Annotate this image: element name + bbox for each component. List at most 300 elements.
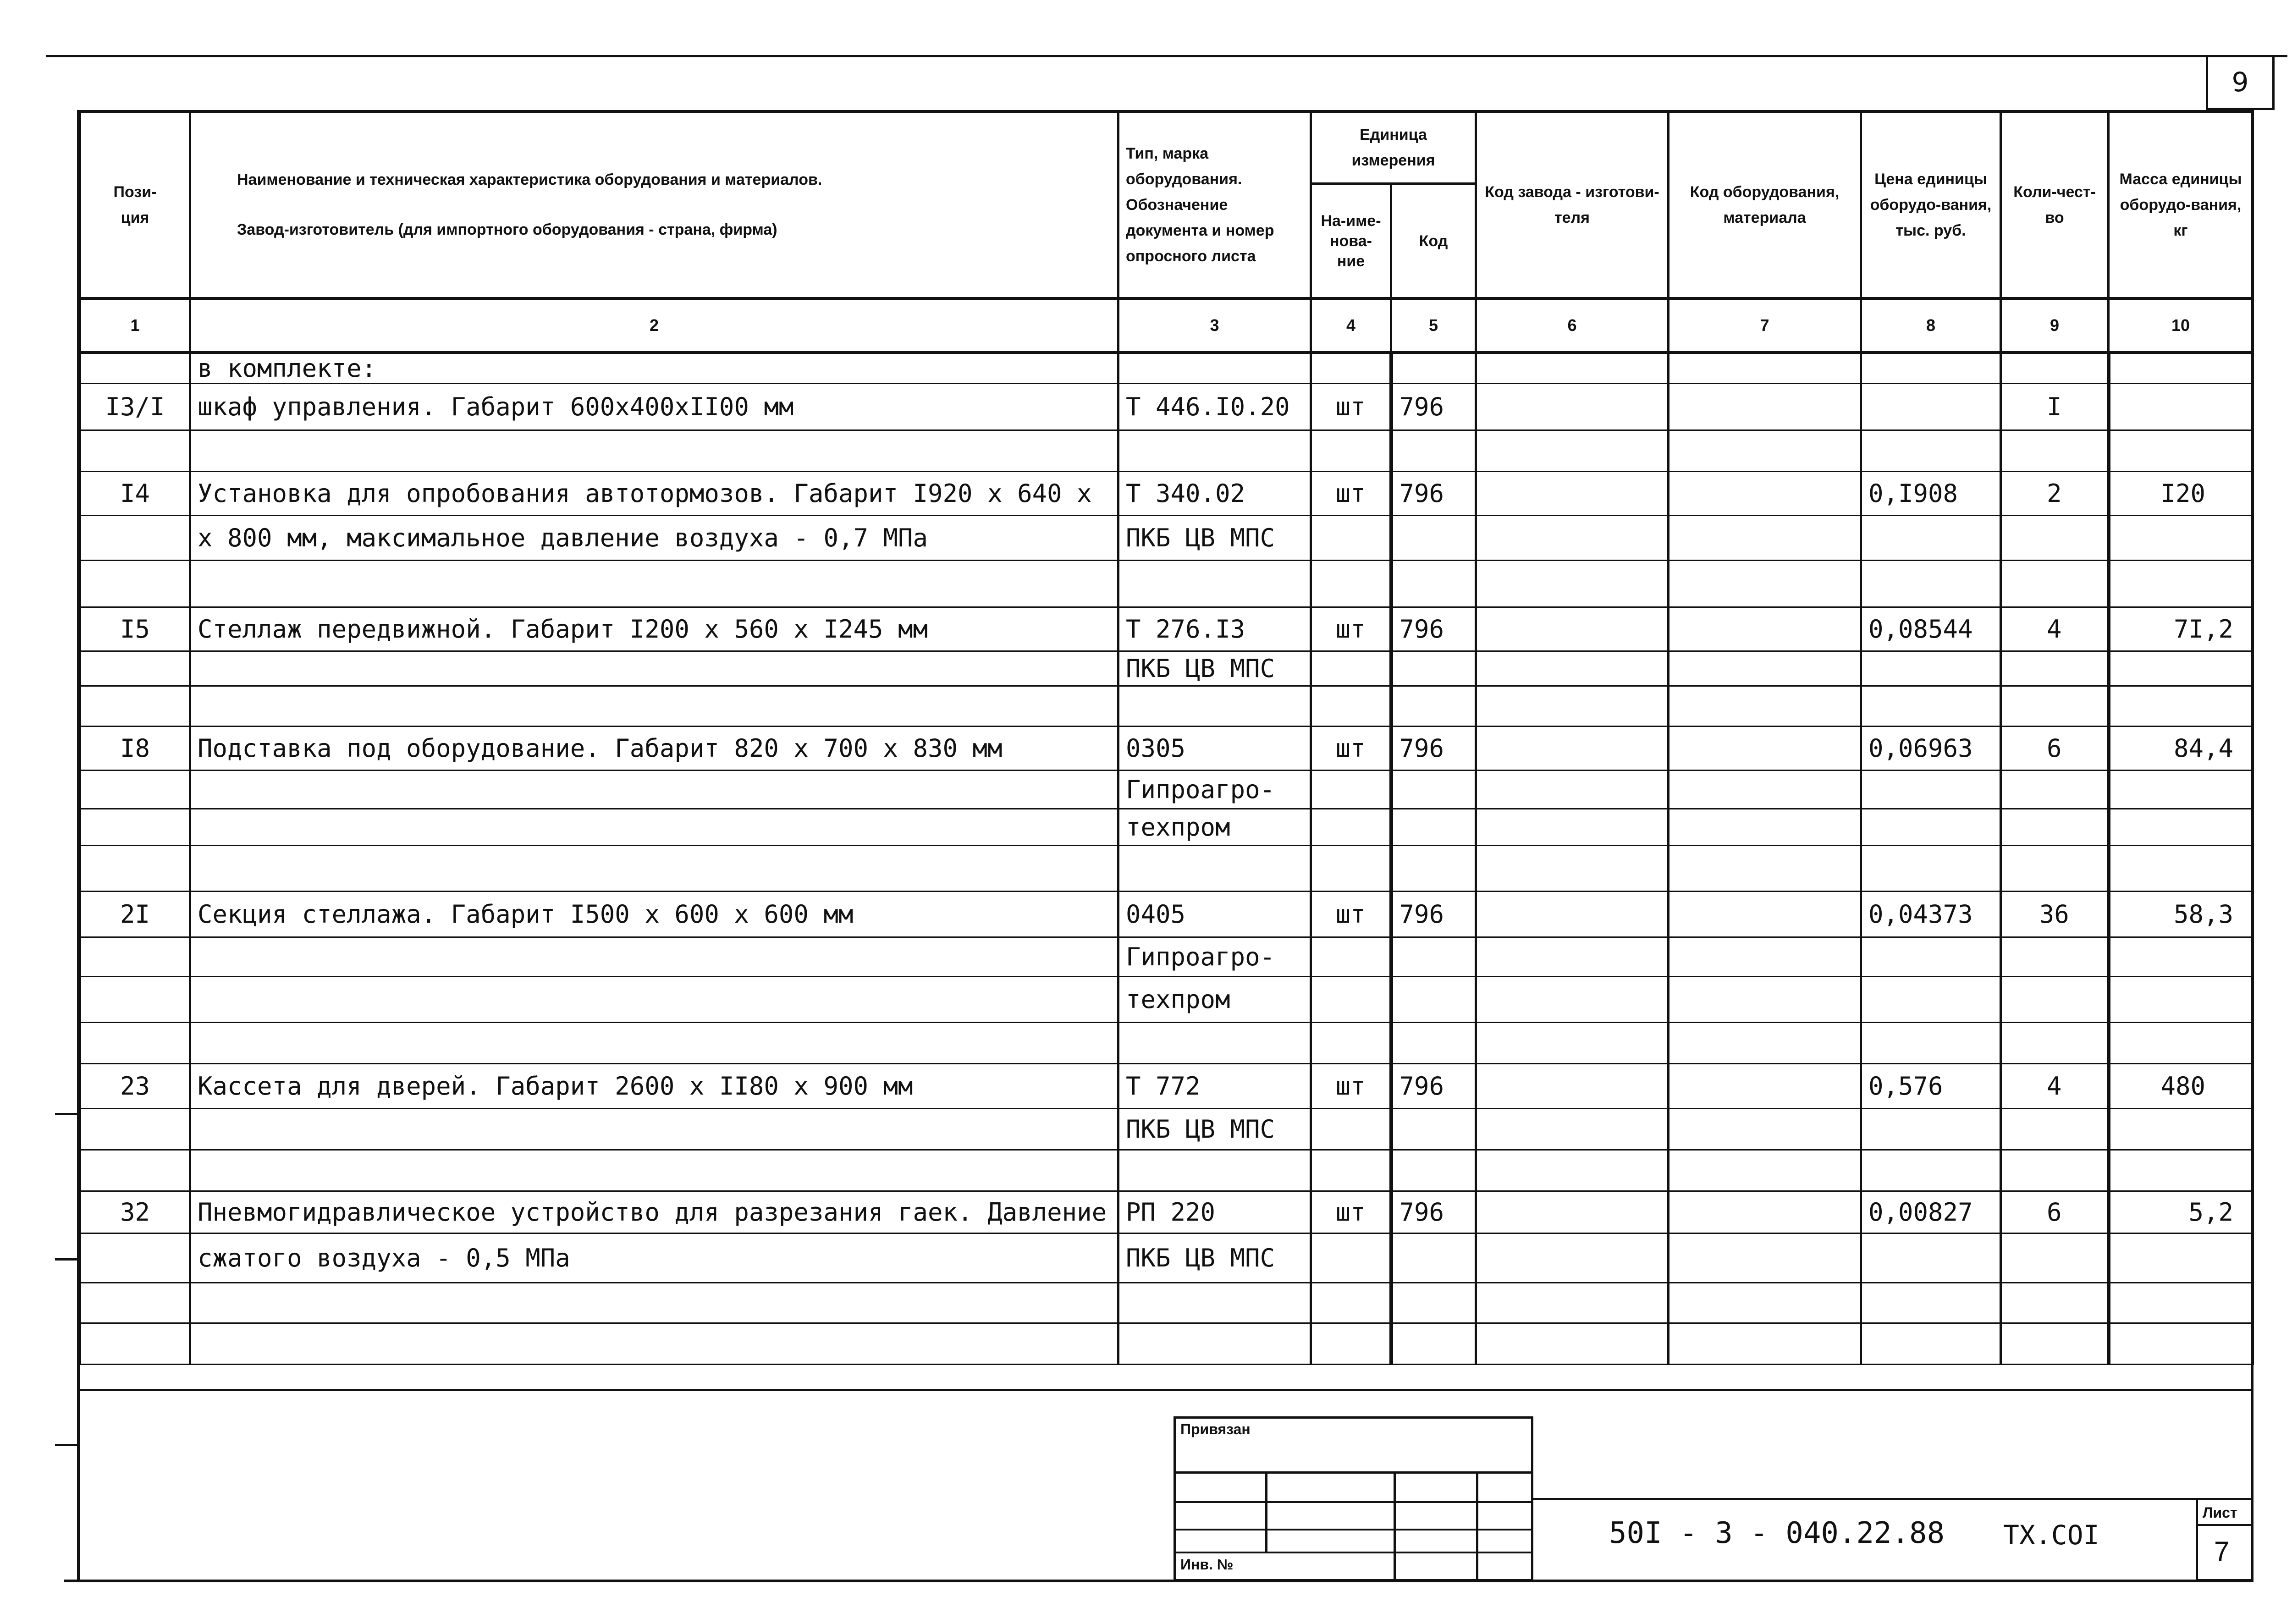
table-row [80, 892, 2253, 937]
row-type: Гипроагро- [1118, 937, 1311, 977]
row-item-code [1669, 1150, 1861, 1191]
row-mass [2109, 651, 2253, 686]
row-price [1861, 846, 2001, 892]
row-mass [2109, 384, 2253, 430]
top-rule [46, 55, 2287, 57]
row-unit-name [1311, 1283, 1391, 1323]
stamp-line [1394, 1471, 1396, 1580]
row-unit-name [1311, 686, 1391, 727]
row-price [1861, 430, 2001, 472]
row-quantity [2001, 516, 2109, 561]
row-unit-name [1311, 771, 1391, 809]
row-mass: 58,3 [2109, 892, 2253, 937]
row-factory-code [1476, 1191, 1669, 1233]
table-row [80, 1150, 2253, 1191]
row-price [1861, 651, 2001, 686]
row-type: РП 220 [1118, 1191, 1311, 1233]
row-mass [2109, 937, 2253, 977]
row-position: I4 [80, 472, 190, 516]
row-price [1861, 937, 2001, 977]
row-item-code [1669, 1191, 1861, 1233]
row-factory-code [1476, 686, 1669, 727]
row-mass [2109, 809, 2253, 846]
row-item-code [1669, 1233, 1861, 1283]
row-position: 32 [80, 1191, 190, 1233]
table-row [80, 1023, 2253, 1064]
row-item-code [1669, 892, 1861, 937]
top-sheet-number: 9 [2206, 56, 2275, 110]
row-mass [2109, 846, 2253, 892]
row-price [1861, 1233, 2001, 1283]
row-unit-name [1311, 561, 1391, 607]
row-quantity: I [2001, 384, 2109, 430]
row-quantity [2001, 846, 2109, 892]
row-quantity [2001, 651, 2109, 686]
row-item-code [1669, 1023, 1861, 1064]
row-quantity: 2 [2001, 472, 2109, 516]
row-quantity: 6 [2001, 727, 2109, 771]
document-suffix: ТХ.СОI [2003, 1519, 2099, 1551]
row-mass: I20 [2109, 472, 2253, 516]
row-unit-code [1391, 809, 1476, 846]
row-position [80, 1150, 190, 1191]
column-number-row [80, 298, 2253, 352]
row-item-code [1669, 651, 1861, 686]
header-unit-name: На-име-нова-ние [1311, 184, 1391, 298]
row-type: Т 276.I3 [1118, 607, 1311, 651]
row-type: 0305 [1118, 727, 1311, 771]
table-row [80, 937, 2253, 977]
table-row [80, 430, 2253, 472]
column-number: 10 [2109, 298, 2253, 352]
row-type [1118, 1283, 1311, 1323]
row-quantity [2001, 809, 2109, 846]
row-price [1861, 809, 2001, 846]
table-row [80, 809, 2253, 846]
row-item-code [1669, 846, 1861, 892]
table-row [80, 1233, 2253, 1283]
row-quantity [2001, 1323, 2109, 1365]
row-unit-code: 796 [1391, 1191, 1476, 1233]
row-name: Стеллаж передвижной. Габарит I200 х 560 х I245 мм [190, 607, 1118, 651]
row-position [80, 1023, 190, 1064]
row-price [1861, 1150, 2001, 1191]
row-mass [2109, 352, 2253, 384]
specification-table [79, 110, 2254, 1365]
table-row [80, 651, 2253, 686]
row-unit-name [1311, 516, 1391, 561]
row-item-code [1669, 1323, 1861, 1365]
row-price [1861, 561, 2001, 607]
row-item-code [1669, 809, 1861, 846]
row-quantity [2001, 937, 2109, 977]
row-unit-code [1391, 352, 1476, 384]
title-block-top-line [79, 1389, 2253, 1391]
sheet-label: Лист [2203, 1504, 2237, 1521]
row-unit-code: 796 [1391, 607, 1476, 651]
row-unit-code: 796 [1391, 892, 1476, 937]
row-unit-code [1391, 846, 1476, 892]
row-item-code [1669, 771, 1861, 809]
row-factory-code [1476, 846, 1669, 892]
column-number: 6 [1476, 298, 1669, 352]
row-price [1861, 1323, 2001, 1365]
header-quantity: Коли-чест-во [2001, 111, 2109, 298]
row-name [190, 937, 1118, 977]
row-name: Секция стеллажа. Габарит I500 х 600 х 600 мм [190, 892, 1118, 937]
row-type [1118, 1023, 1311, 1064]
row-factory-code [1476, 352, 1669, 384]
row-price: 0,576 [1861, 1064, 2001, 1109]
row-unit-name: шт [1311, 1064, 1391, 1109]
row-item-code [1669, 384, 1861, 430]
row-quantity [2001, 686, 2109, 727]
row-unit-name: шт [1311, 472, 1391, 516]
row-unit-name [1311, 1023, 1391, 1064]
row-factory-code [1476, 892, 1669, 937]
row-name [190, 561, 1118, 607]
row-price [1861, 771, 2001, 809]
table-row [80, 1109, 2253, 1150]
row-type: техпром [1118, 809, 1311, 846]
row-type: ПКБ ЦВ МПС [1118, 1109, 1311, 1150]
column-number: 7 [1669, 298, 1861, 352]
row-type [1118, 352, 1311, 384]
row-item-code [1669, 686, 1861, 727]
row-name: сжатого воздуха - 0,5 МПа [190, 1233, 1118, 1283]
table-row [80, 771, 2253, 809]
row-unit-code: 796 [1391, 1064, 1476, 1109]
margin-tick [55, 1113, 79, 1115]
row-item-code [1669, 430, 1861, 472]
row-mass: 84,4 [2109, 727, 2253, 771]
stamp-line [1174, 1529, 1533, 1530]
column-number: 4 [1311, 298, 1391, 352]
row-position [80, 430, 190, 472]
header-unit-code: Код [1391, 184, 1476, 298]
row-position [80, 771, 190, 809]
row-type: ПКБ ЦВ МПС [1118, 516, 1311, 561]
row-type [1118, 1150, 1311, 1191]
row-factory-code [1476, 1323, 1669, 1365]
row-position [80, 1233, 190, 1283]
row-item-code [1669, 1109, 1861, 1150]
row-position [80, 516, 190, 561]
header-name-line2: Завод-изготовитель (для импортного оборудования - страна, фирма) [237, 221, 777, 238]
row-unit-code [1391, 771, 1476, 809]
row-name [190, 1023, 1118, 1064]
row-item-code [1669, 1064, 1861, 1109]
header-name [190, 111, 1118, 298]
row-name [190, 686, 1118, 727]
title-block-line [1533, 1498, 2253, 1500]
row-unit-code: 796 [1391, 384, 1476, 430]
row-unit-code [1391, 1283, 1476, 1323]
row-unit-name: шт [1311, 384, 1391, 430]
row-mass: 5,2 [2109, 1191, 2253, 1233]
row-name: Установка для опробования автотормозов. Габарит I920 х 640 х [190, 472, 1118, 516]
row-item-code [1669, 516, 1861, 561]
frame-bottom-line [64, 1580, 2253, 1582]
row-unit-name: шт [1311, 727, 1391, 771]
header-mass: Масса единицы оборудо-вания, кг [2109, 111, 2253, 298]
row-name [190, 771, 1118, 809]
table-row [80, 977, 2253, 1023]
row-unit-code [1391, 561, 1476, 607]
row-unit-name [1311, 809, 1391, 846]
sheet-box-line [2196, 1524, 2253, 1526]
row-position [80, 846, 190, 892]
header-type: Тип, марка оборудования. Обозначение документа и номер опросного листа [1118, 111, 1311, 298]
row-price [1861, 352, 2001, 384]
row-factory-code [1476, 561, 1669, 607]
row-factory-code [1476, 809, 1669, 846]
row-name [190, 1109, 1118, 1150]
row-item-code [1669, 1283, 1861, 1323]
row-mass: 480 [2109, 1064, 2253, 1109]
row-factory-code [1476, 727, 1669, 771]
row-price: 0,I908 [1861, 472, 2001, 516]
row-item-code [1669, 352, 1861, 384]
row-unit-name [1311, 430, 1391, 472]
table-row [80, 561, 2253, 607]
row-quantity [2001, 352, 2109, 384]
row-price [1861, 516, 2001, 561]
row-factory-code [1476, 1233, 1669, 1283]
row-factory-code [1476, 516, 1669, 561]
column-number: 9 [2001, 298, 2109, 352]
row-mass: 7I,2 [2109, 607, 2253, 651]
row-mass [2109, 1023, 2253, 1064]
margin-tick [55, 1258, 79, 1261]
table-row [80, 727, 2253, 771]
row-quantity [2001, 1023, 2109, 1064]
row-unit-name [1311, 1150, 1391, 1191]
table-row [80, 1323, 2253, 1365]
row-type: Т 446.I0.20 [1118, 384, 1311, 430]
header-item-code: Код оборудования, материала [1669, 111, 1861, 298]
row-name [190, 977, 1118, 1023]
row-unit-name [1311, 977, 1391, 1023]
table-row [80, 384, 2253, 430]
row-price: 0,08544 [1861, 607, 2001, 651]
row-position [80, 937, 190, 977]
table-row [80, 607, 2253, 651]
row-price: 0,04373 [1861, 892, 2001, 937]
row-price [1861, 384, 2001, 430]
row-name: шкаф управления. Габарит 600х400хII00 мм [190, 384, 1118, 430]
row-quantity [2001, 1109, 2109, 1150]
row-name: Подставка под оборудование. Габарит 820 х 700 х 830 мм [190, 727, 1118, 771]
row-name: х 800 мм, максимальное давление воздуха - 0,7 МПа [190, 516, 1118, 561]
row-type: Т 772 [1118, 1064, 1311, 1109]
inventory-number-label: Инв. № [1180, 1556, 1234, 1573]
row-quantity: 4 [2001, 607, 2109, 651]
row-item-code [1669, 472, 1861, 516]
row-name [190, 430, 1118, 472]
row-unit-code [1391, 651, 1476, 686]
row-factory-code [1476, 771, 1669, 809]
row-mass [2109, 1233, 2253, 1283]
row-type: Т 340.02 [1118, 472, 1311, 516]
row-position: 23 [80, 1064, 190, 1109]
table-row [80, 472, 2253, 516]
attached-label: Привязан [1180, 1421, 1251, 1437]
row-name [190, 846, 1118, 892]
stamp-line [1174, 1552, 1533, 1553]
row-unit-code: 796 [1391, 727, 1476, 771]
row-mass [2109, 430, 2253, 472]
column-number: 3 [1118, 298, 1311, 352]
row-name: Пневмогидравлическое устройство для разрезания гаек. Давление [190, 1191, 1118, 1233]
table-row [80, 846, 2253, 892]
table-row [80, 1064, 2253, 1109]
table-row [80, 1191, 2253, 1233]
row-type: Гипроагро- [1118, 771, 1311, 809]
stamp-line [1174, 1471, 1533, 1474]
margin-tick [55, 1444, 79, 1446]
row-unit-code [1391, 430, 1476, 472]
row-factory-code [1476, 1109, 1669, 1150]
row-price [1861, 977, 2001, 1023]
row-price: 0,00827 [1861, 1191, 2001, 1233]
row-position [80, 809, 190, 846]
row-quantity [2001, 1150, 2109, 1191]
row-unit-code [1391, 1150, 1476, 1191]
row-factory-code [1476, 430, 1669, 472]
row-mass [2109, 1283, 2253, 1323]
row-unit-name [1311, 1233, 1391, 1283]
row-position [80, 1283, 190, 1323]
row-unit-name: шт [1311, 607, 1391, 651]
row-position [80, 352, 190, 384]
row-unit-name: шт [1311, 1191, 1391, 1233]
row-type: ПКБ ЦВ МПС [1118, 1233, 1311, 1283]
row-factory-code [1476, 1283, 1669, 1323]
row-name: Кассета для дверей. Габарит 2600 х II80 х 900 мм [190, 1064, 1118, 1109]
row-mass [2109, 516, 2253, 561]
row-position [80, 1109, 190, 1150]
row-price [1861, 686, 2001, 727]
row-position [80, 977, 190, 1023]
row-type [1118, 1323, 1311, 1365]
row-mass [2109, 977, 2253, 1023]
row-factory-code [1476, 977, 1669, 1023]
row-quantity: 6 [2001, 1191, 2109, 1233]
header-factory-code: Код завода - изготови-теля [1476, 111, 1669, 298]
row-mass [2109, 771, 2253, 809]
row-unit-name [1311, 937, 1391, 977]
row-unit-code [1391, 937, 1476, 977]
column-number: 5 [1391, 298, 1476, 352]
row-price [1861, 1023, 2001, 1064]
row-factory-code [1476, 384, 1669, 430]
row-name [190, 1150, 1118, 1191]
row-position: I8 [80, 727, 190, 771]
row-unit-name: шт [1311, 892, 1391, 937]
row-quantity [2001, 561, 2109, 607]
row-mass [2109, 1109, 2253, 1150]
row-type [1118, 846, 1311, 892]
row-type [1118, 561, 1311, 607]
row-quantity [2001, 977, 2109, 1023]
row-price [1861, 1283, 2001, 1323]
row-unit-name [1311, 1109, 1391, 1150]
row-position [80, 1323, 190, 1365]
row-name [190, 1323, 1118, 1365]
row-type: техпром [1118, 977, 1311, 1023]
row-position: I5 [80, 607, 190, 651]
row-factory-code [1476, 607, 1669, 651]
row-item-code [1669, 937, 1861, 977]
row-factory-code [1476, 1023, 1669, 1064]
stamp-line [1174, 1501, 1533, 1503]
header-name-line1: Наименование и техническая характеристика оборудования и материалов. [237, 171, 822, 189]
row-unit-code [1391, 686, 1476, 727]
table-row [80, 352, 2253, 384]
row-unit-code [1391, 977, 1476, 1023]
row-position [80, 561, 190, 607]
row-position [80, 686, 190, 727]
row-price [1861, 1109, 2001, 1150]
table-row [80, 686, 2253, 727]
table-row [80, 516, 2253, 561]
row-mass [2109, 561, 2253, 607]
column-number: 2 [190, 298, 1118, 352]
row-item-code [1669, 977, 1861, 1023]
row-type [1118, 430, 1311, 472]
row-type: ПКБ ЦВ МПС [1118, 651, 1311, 686]
row-unit-name [1311, 846, 1391, 892]
row-item-code [1669, 607, 1861, 651]
column-number: 8 [1861, 298, 2001, 352]
row-quantity: 36 [2001, 892, 2109, 937]
row-name [190, 809, 1118, 846]
row-mass [2109, 1150, 2253, 1191]
row-mass [2109, 686, 2253, 727]
row-quantity [2001, 771, 2109, 809]
header-position: Пози- ция [80, 111, 190, 298]
row-price: 0,06963 [1861, 727, 2001, 771]
header-price: Цена единицы оборудо-вания, тыс. руб. [1861, 111, 2001, 298]
header-unit: Единица измерения [1311, 111, 1476, 184]
row-unit-code [1391, 1323, 1476, 1365]
row-factory-code [1476, 651, 1669, 686]
table-row [80, 1283, 2253, 1323]
row-item-code [1669, 561, 1861, 607]
row-type [1118, 686, 1311, 727]
row-type: 0405 [1118, 892, 1311, 937]
column-number: 1 [80, 298, 190, 352]
row-unit-code [1391, 1109, 1476, 1150]
row-position: 2I [80, 892, 190, 937]
row-quantity [2001, 430, 2109, 472]
sheet-value: 7 [2214, 1536, 2230, 1567]
row-name [190, 651, 1118, 686]
row-unit-code [1391, 1023, 1476, 1064]
row-name: в комплекте: [190, 352, 1118, 384]
row-name [190, 1283, 1118, 1323]
row-quantity [2001, 1283, 2109, 1323]
row-factory-code [1476, 1064, 1669, 1109]
row-unit-name [1311, 352, 1391, 384]
row-factory-code [1476, 1150, 1669, 1191]
row-unit-code [1391, 516, 1476, 561]
row-mass [2109, 1323, 2253, 1365]
row-unit-code [1391, 1233, 1476, 1283]
row-unit-name [1311, 1323, 1391, 1365]
row-item-code [1669, 727, 1861, 771]
